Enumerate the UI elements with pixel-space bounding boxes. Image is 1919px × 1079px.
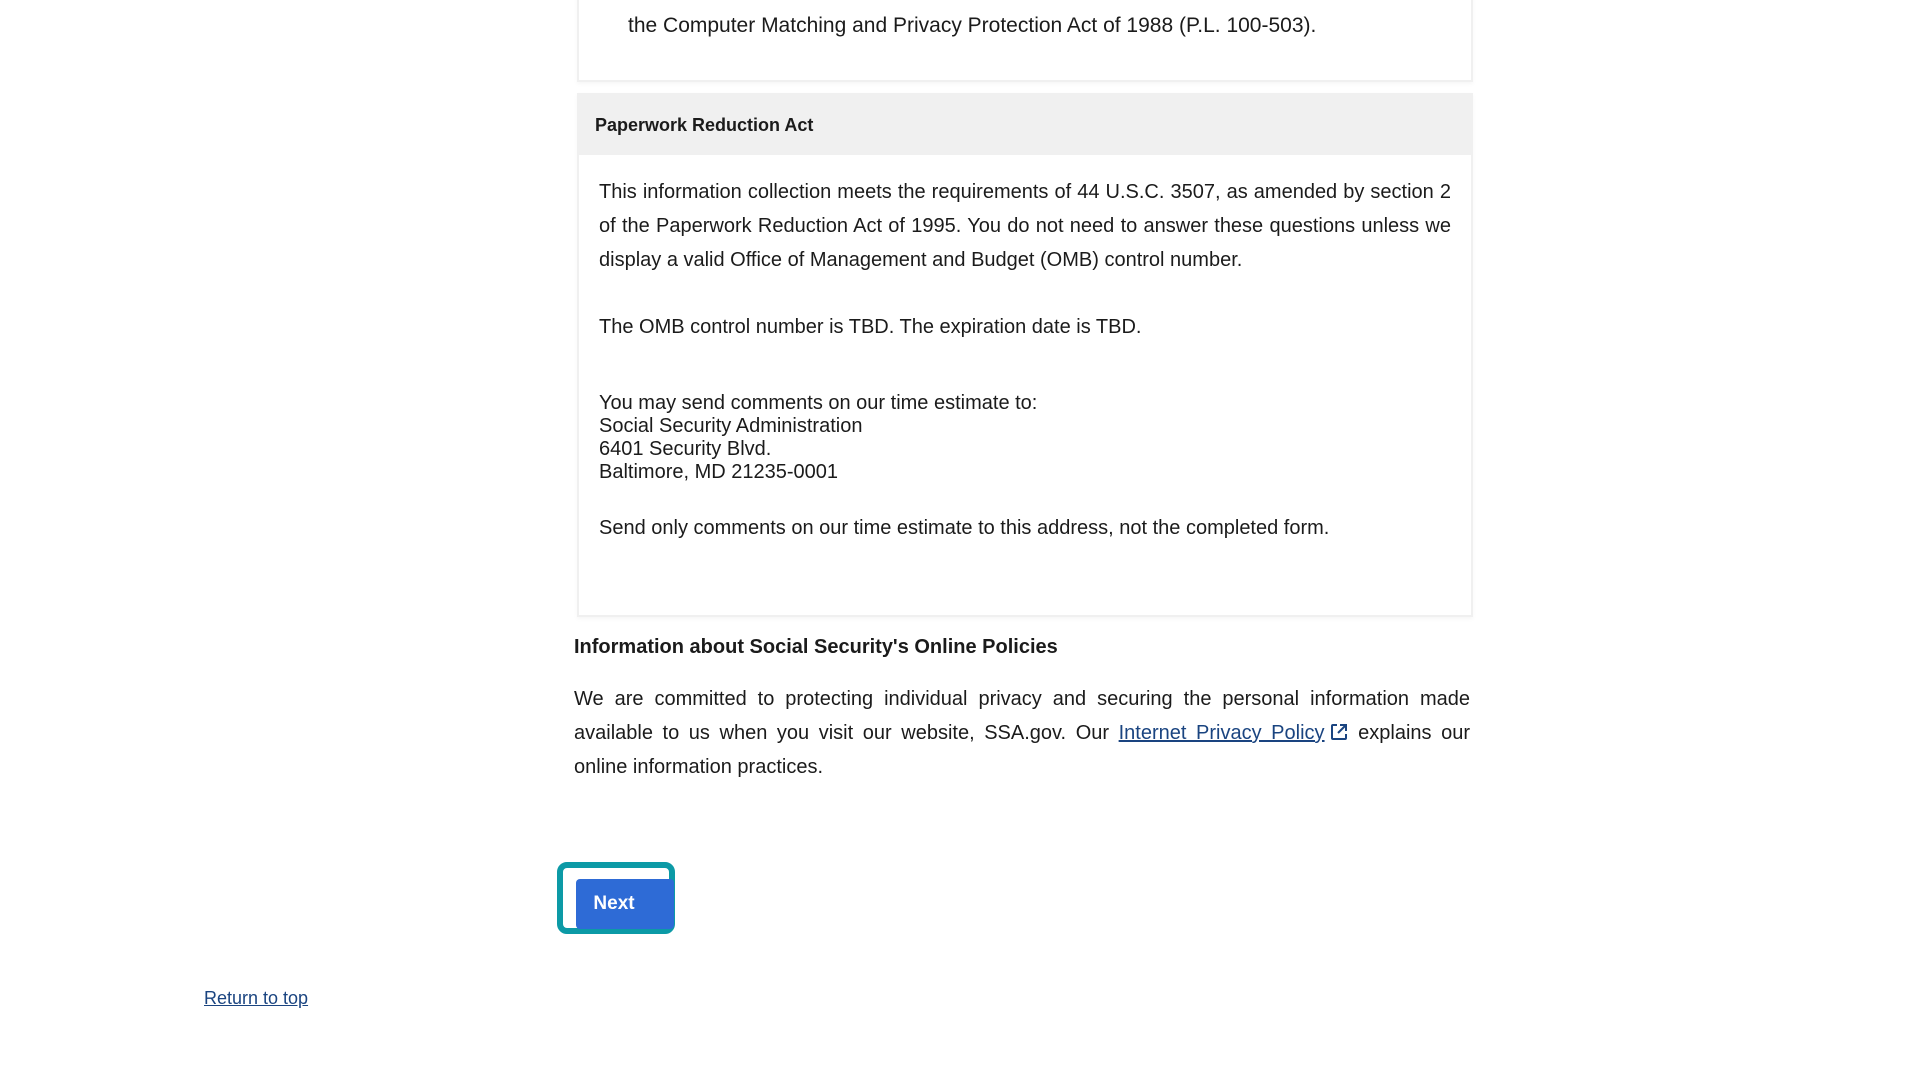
- policies-text-before-link: We are committed to protecting individual privacy and securing the personal information made available to us when you visit our website, SSA.gov. Our: [574, 688, 1470, 744]
- comments-only-paragraph: Send only comments on our time estimate to this address, not the completed form.: [599, 517, 1330, 539]
- paperwork-paragraph-1: This information collection meets the requirements of 44 U.S.C. 3507, as amended by section 2 of the Paperwork Reduction Act of 1995. You do not need to answer these questions unless we display a valid Office of Management and Budget (OMB) control number.: [599, 181, 1451, 271]
- privacy-policy-link-label[interactable]: Internet Privacy Policy: [1118, 722, 1325, 744]
- policies-text-after-link: explains our online information practices.: [574, 722, 1471, 778]
- mailing-address: [599, 415, 1451, 484]
- privacy-act-last-line: the Computer Matching and Privacy Protection Act of 1988 (P.L. 100-503).: [628, 14, 1317, 37]
- external-link-icon[interactable]: [1329, 719, 1349, 739]
- omb-control-paragraph: The OMB control number is TBD. The expiration date is TBD.: [599, 316, 1142, 338]
- online-policies-text: [574, 682, 1470, 784]
- privacy-act-card: [577, 0, 1473, 82]
- paperwork-reduction-act-card: [577, 93, 1473, 617]
- paperwork-card-body: [579, 155, 1471, 540]
- address-line-3: Baltimore, MD 21235-0001: [599, 461, 839, 483]
- online-policies-heading: Information about Social Security's Online Policies: [574, 636, 1058, 658]
- address-line-2: 6401 Security Blvd.: [599, 438, 772, 460]
- internet-privacy-policy-link[interactable]: [1119, 722, 1325, 744]
- paperwork-card-title: Paperwork Reduction Act: [579, 95, 1471, 155]
- next-button[interactable]: Next: [576, 879, 674, 929]
- online-policies-section: [574, 634, 1470, 784]
- address-line-1: Social Security Administration: [599, 415, 863, 437]
- comments-intro: You may send comments on our time estimate to:: [599, 392, 1038, 414]
- return-to-top-link[interactable]: Return to top: [204, 988, 309, 1008]
